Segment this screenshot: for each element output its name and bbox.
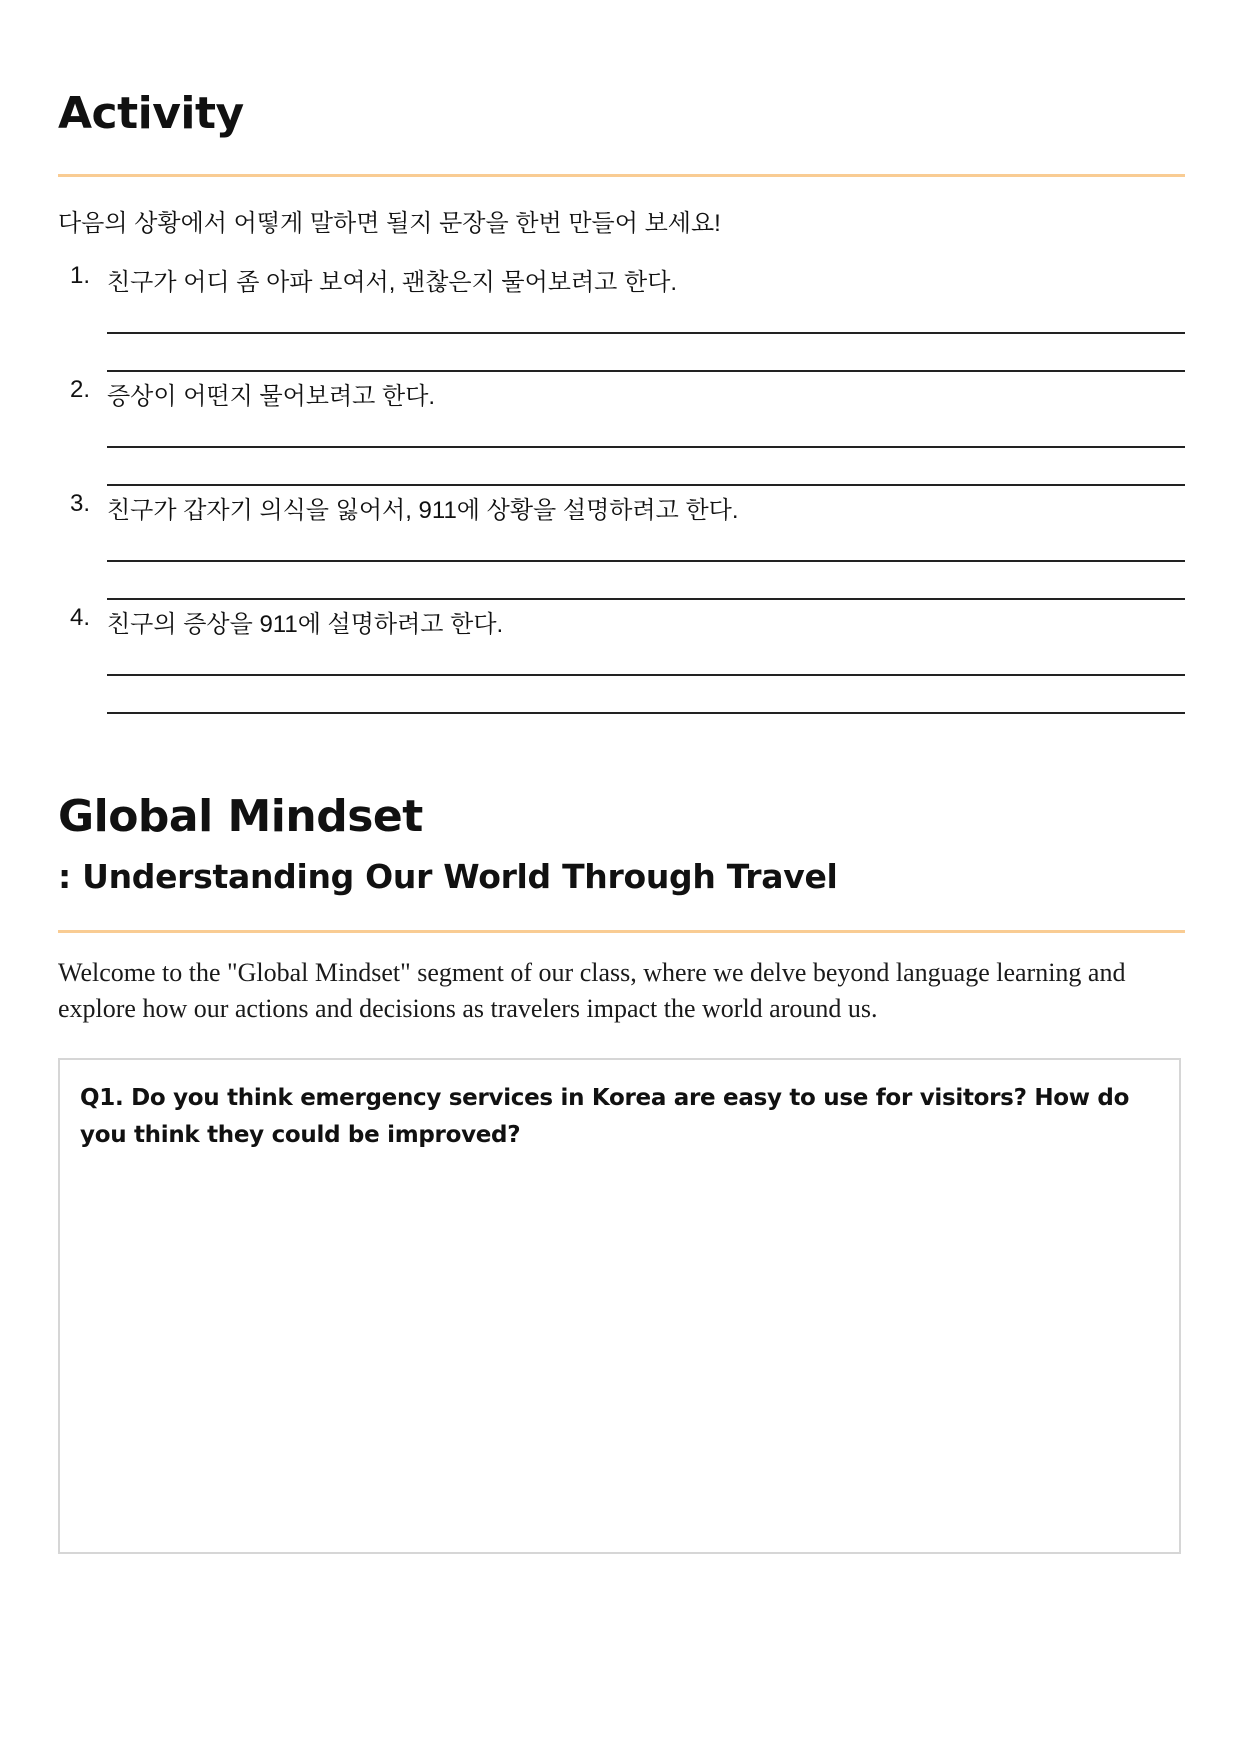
q1-answer-box[interactable]: [58, 1058, 1181, 1554]
question-item-1: [58, 262, 1185, 376]
global-mindset-heading: Global Mindset: [58, 791, 423, 842]
question-text: 증상이 어떤지 물어보려고 한다.: [107, 383, 436, 410]
section-divider: [58, 930, 1185, 933]
activity-instruction: 다음의 상황에서 어떻게 말하면 될지 문장을 한번 만들어 보세요!: [58, 210, 721, 237]
question-text: 친구가 갑자기 의식을 잃어서, 911에 상황을 설명하려고 한다.: [107, 497, 739, 524]
global-mindset-subtitle: : Understanding Our World Through Travel: [58, 857, 838, 896]
answer-line[interactable]: [107, 332, 1185, 334]
question-number: 2.: [70, 376, 91, 403]
q1-prompt: Q1. Do you think emergency services in Korea are easy to use for visitors? How do you think they could be improved?: [80, 1085, 1130, 1148]
question-item-4: [58, 604, 1185, 718]
question-number: 3.: [70, 490, 91, 517]
question-item-3: [58, 490, 1185, 604]
question-number: 1.: [70, 262, 91, 289]
question-list: [58, 262, 1185, 718]
answer-line[interactable]: [107, 484, 1185, 486]
global-mindset-intro: Welcome to the "Global Mindset" segment of our class, where we delve beyond language learning and explore how our actions and decisions as travelers impact the world around us.: [58, 958, 1126, 1023]
answer-line[interactable]: [107, 598, 1185, 600]
answer-line[interactable]: [107, 674, 1185, 676]
answer-line[interactable]: [107, 370, 1185, 372]
question-number: 4.: [70, 604, 91, 631]
answer-line[interactable]: [107, 712, 1185, 714]
answer-line[interactable]: [107, 446, 1185, 448]
question-text: 친구의 증상을 911에 설명하려고 한다.: [107, 611, 504, 638]
section-divider: [58, 174, 1185, 177]
question-item-2: [58, 376, 1185, 490]
activity-heading: Activity: [58, 88, 244, 139]
question-text: 친구가 어디 좀 아파 보여서, 괜찮은지 물어보려고 한다.: [107, 269, 678, 296]
answer-line[interactable]: [107, 560, 1185, 562]
